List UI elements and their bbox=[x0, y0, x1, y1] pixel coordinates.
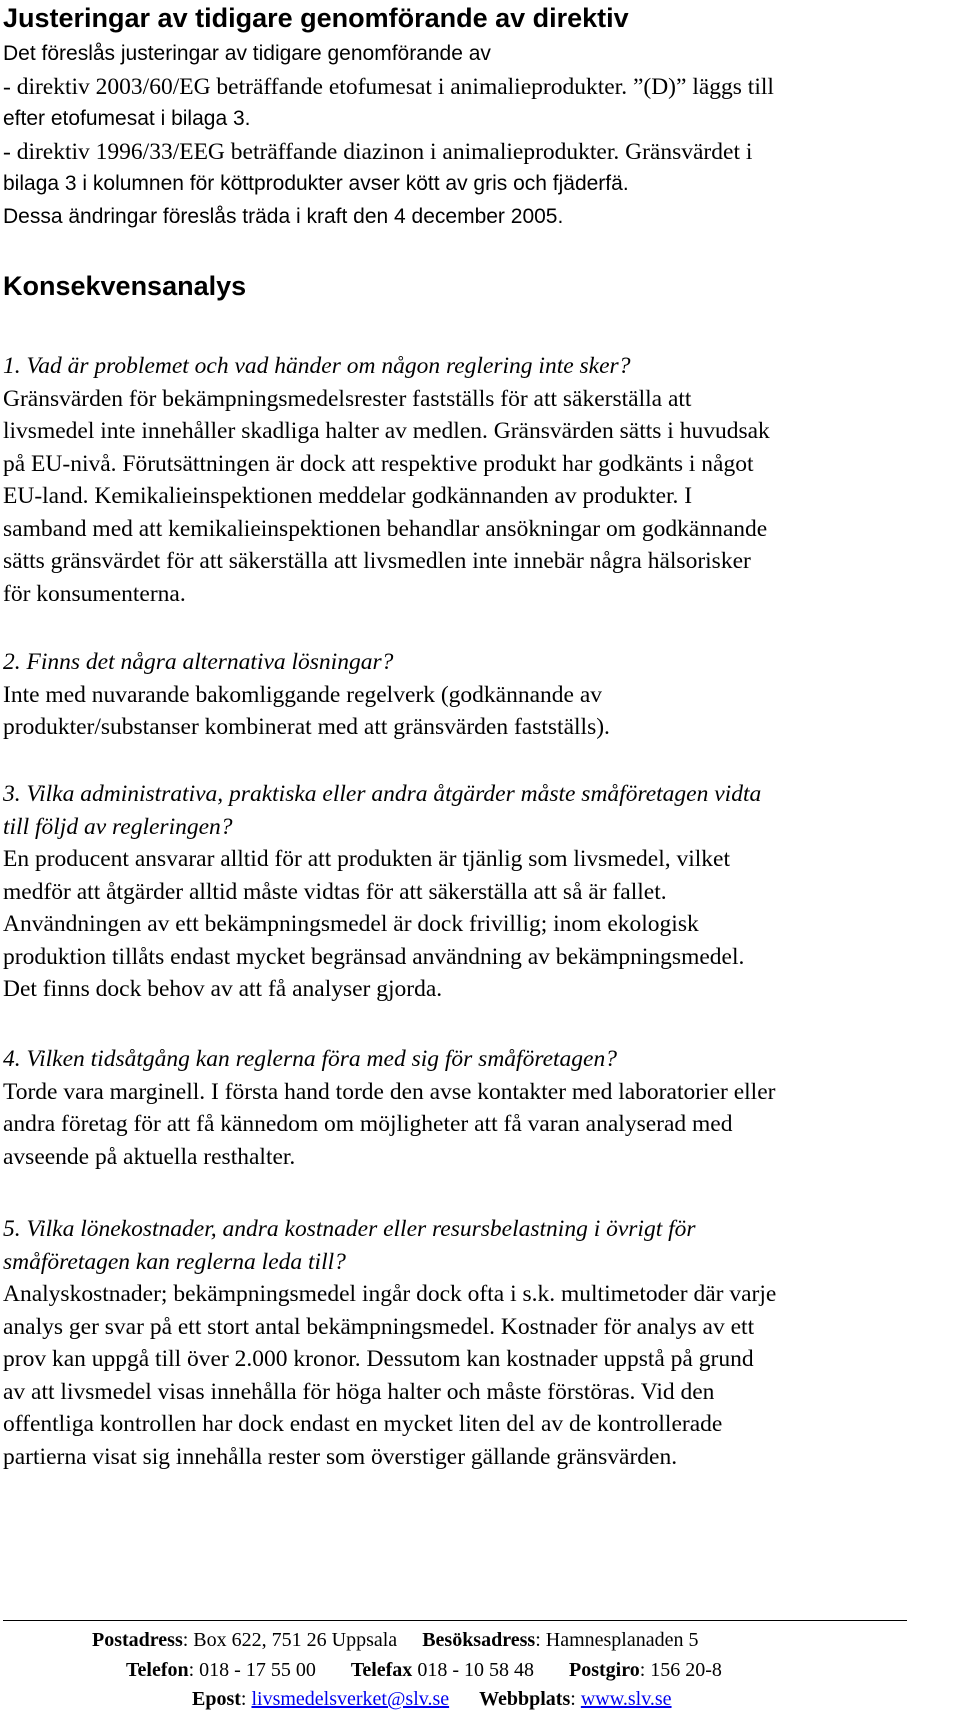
answer-line: analys ger svar på ett stort antal bekämpningsmedel. Kostnader för analys av ett bbox=[3, 1313, 755, 1340]
intro-line: Dessa ändringar föreslås träda i kraft den 4 december 2005. bbox=[3, 204, 564, 228]
answer-line: Torde vara marginell. I första hand torde den avse kontakter med laboratorier eller bbox=[3, 1078, 776, 1105]
footer-row-web bbox=[192, 1685, 672, 1715]
section-title: Konsekvensanalys bbox=[3, 271, 247, 301]
intro-line: bilaga 3 i kolumnen för köttprodukter avser kött av gris och fjäderfä. bbox=[3, 172, 629, 195]
question-title-continued: småföretagen kan reglerna leda till? bbox=[3, 1248, 346, 1275]
footer-divider bbox=[3, 1620, 907, 1621]
answer-line: samband med att kemikalieinspektionen behandlar ansökningar om godkännande bbox=[3, 515, 768, 542]
answer-line: Gränsvärden för bekämpningsmedelsrester fastställs för att säkerställa att bbox=[3, 385, 692, 412]
answer-line: produktion tillåts endast mycket begränsad användning av bekämpningsmedel. bbox=[3, 943, 745, 970]
question-title: 3. Vilka administrativa, praktiska eller andra åtgärder måste småföretagen vidta bbox=[3, 781, 762, 807]
epost-separator: : bbox=[240, 1688, 252, 1710]
answer-line: livsmedel inte innehåller skadliga halter av medlen. Gränsvärden sätts i huvudsak bbox=[3, 418, 770, 444]
document-heading: Justeringar av tidigare genomförande av direktiv bbox=[3, 3, 629, 33]
answer-line: En producent ansvarar alltid för att produkten är tjänlig som livsmedel, vilket bbox=[3, 846, 730, 872]
question-title: 5. Vilka lönekostnader, andra kostnader eller resursbelastning i övrigt för bbox=[3, 1216, 696, 1242]
intro-paragraph bbox=[3, 38, 774, 233]
answer-line: prov kan uppgå till över 2.000 kronor. Dessutom kan kostnader uppstå på grund bbox=[3, 1346, 754, 1372]
question-title: 2. Finns det några alternativa lösningar? bbox=[3, 649, 394, 675]
besoksadress-label: Besöksadress bbox=[422, 1629, 536, 1651]
webbplats-separator: : bbox=[570, 1688, 581, 1710]
footer-row-phone bbox=[126, 1656, 722, 1686]
question-4 bbox=[3, 1043, 775, 1173]
website-link[interactable]: www.slv.se bbox=[580, 1688, 672, 1710]
postadress-value: : Box 622, 751 26 Uppsala bbox=[182, 1629, 398, 1651]
epost-label: Epost bbox=[192, 1688, 241, 1710]
postgiro-label: Postgiro bbox=[568, 1658, 640, 1681]
intro-line: - direktiv 2003/60/EG beträffande etofumesat i animalieprodukter. ”(D)” läggs till bbox=[3, 73, 774, 100]
answer-line: av att livsmedel visas innehålla för höga halter och måste förstöras. Vid den bbox=[3, 1378, 715, 1405]
question-3 bbox=[3, 778, 761, 1006]
question-2 bbox=[3, 646, 610, 744]
intro-line: efter etofumesat i bilaga 3. bbox=[3, 107, 251, 130]
intro-line: - direktiv 1996/33/EEG beträffande diazinon i animalieprodukter. Gränsvärdet i bbox=[3, 138, 753, 165]
answer-line: sätts gränsvärdet för att säkerställa att livsmedlen inte innebär några hälsorisker bbox=[3, 548, 751, 574]
answer-line: avseende på aktuella resthalter. bbox=[3, 1143, 296, 1170]
answer-line: Inte med nuvarande bakomliggande regelverk (godkännande av bbox=[3, 681, 603, 708]
postadress-label: Postadress bbox=[92, 1629, 183, 1651]
postgiro-value: : 156 20-8 bbox=[639, 1658, 722, 1681]
intro-line: Det föreslås justeringar av tidigare genomförande av bbox=[3, 42, 491, 65]
answer-line: för konsumenterna. bbox=[3, 580, 186, 607]
answer-line: Analyskostnader; bekämpningsmedel ingår dock ofta i s.k. multimetoder där varje bbox=[3, 1281, 777, 1307]
answer-line: produkter/substanser kombinerat med att gränsvärden fastställs). bbox=[3, 714, 610, 740]
question-title-continued: till följd av regleringen? bbox=[3, 813, 233, 840]
besoksadress-value: : Hamnesplanaden 5 bbox=[535, 1629, 699, 1651]
answer-line: andra företag för att få kännedom om möjligheter att få varan analyserad med bbox=[3, 1111, 733, 1137]
answer-line: Det finns dock behov av att få analyser gjorda. bbox=[3, 976, 443, 1002]
question-1 bbox=[3, 350, 770, 610]
telefon-value: : 018 - 17 55 00 bbox=[188, 1658, 316, 1681]
answer-line: på EU-nivå. Förutsättningen är dock att respektive produkt har godkänts i något bbox=[3, 450, 754, 477]
answer-line: EU-land. Kemikalieinspektionen meddelar godkännanden av produkter. I bbox=[3, 483, 693, 509]
webbplats-label: Webbplats bbox=[479, 1688, 571, 1710]
question-title: 1. Vad är problemet och vad händer om någon reglering inte sker? bbox=[3, 353, 631, 379]
answer-line: Användningen av ett bekämpningsmedel är dock frivillig; inom ekologisk bbox=[3, 911, 699, 937]
answer-line: offentliga kontrollen har dock endast en mycket liten del av de kontrollerade bbox=[3, 1411, 723, 1437]
footer-row-address bbox=[92, 1626, 698, 1656]
telefax-label: Telefax bbox=[350, 1658, 413, 1681]
telefon-label: Telefon bbox=[126, 1658, 189, 1681]
question-title: 4. Vilken tidsåtgång kan reglerna föra med sig för småföretagen? bbox=[3, 1046, 617, 1072]
telefax-value: 018 - 10 58 48 bbox=[412, 1658, 534, 1681]
question-5 bbox=[3, 1213, 776, 1473]
email-link[interactable]: livsmedelsverket@slv.se bbox=[251, 1688, 450, 1710]
answer-line: partierna visat sig innehålla rester som överstiger gällande gränsvärden. bbox=[3, 1443, 678, 1470]
answer-line: medför att åtgärder alltid måste vidtas för att säkerställa att så är fallet. bbox=[3, 878, 667, 905]
